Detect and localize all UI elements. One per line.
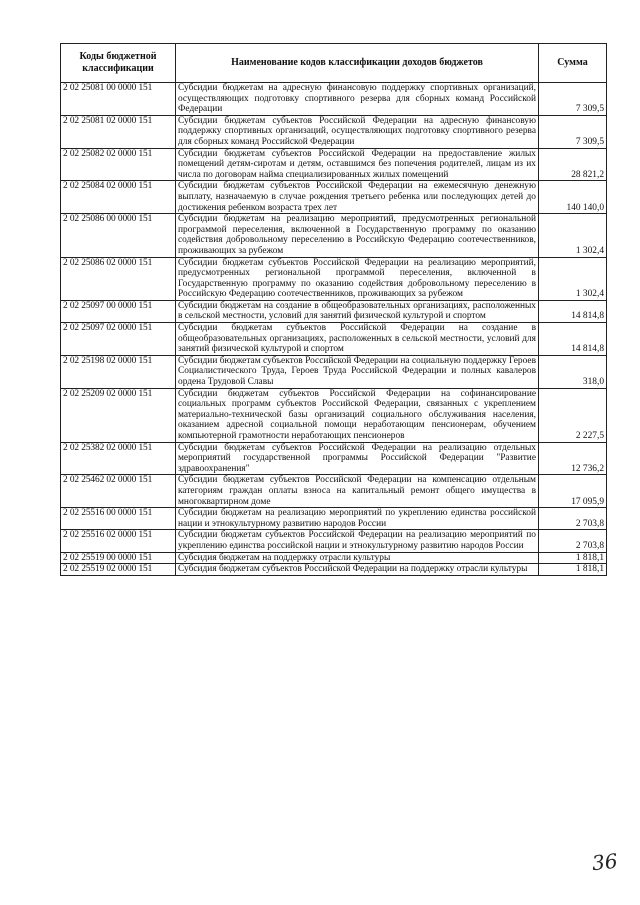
header-sum: Сумма xyxy=(539,44,607,83)
row-code: 2 02 25084 02 0000 151 xyxy=(61,181,176,214)
row-name: Субсидия бюджетам субъектов Российской Федерации на поддержку отрасли культуры xyxy=(176,564,539,576)
table-row xyxy=(61,355,607,388)
row-name: Субсидии бюджетам субъектов Российской Федерации на реализацию мероприятий, предусмотренных региональной программой переселения, включенной в Государственную программу по оказанию содействия добровольному переселению в Российскую Федерацию соотечественников, проживающих за рубежом xyxy=(176,257,539,300)
table-row xyxy=(61,323,607,356)
row-name: Субсидия бюджетам на поддержку отрасли культуры xyxy=(176,552,539,564)
row-code: 2 02 25086 02 0000 151 xyxy=(61,257,176,300)
table-row xyxy=(61,300,607,322)
table-row xyxy=(61,257,607,300)
row-code: 2 02 25081 00 0000 151 xyxy=(61,83,176,116)
table-row xyxy=(61,564,607,576)
header-name: Наименование кодов классификации доходов бюджетов xyxy=(176,44,539,83)
row-sum: 2 703,8 xyxy=(539,530,607,552)
header-code: Коды бюджетной классификации xyxy=(61,44,176,83)
table-row xyxy=(61,388,607,442)
row-code: 2 02 25516 02 0000 151 xyxy=(61,530,176,552)
row-name: Субсидии бюджетам на реализацию мероприятий по укреплению единства российской нации и этнокультурному развитию народов России xyxy=(176,508,539,530)
table-row xyxy=(61,508,607,530)
table-row xyxy=(61,181,607,214)
page-number: 36 xyxy=(590,848,619,876)
row-name: Субсидии бюджетам на создание в общеобразовательных организациях, расположенных в сельской местности, условий для занятий физической культурой и спортом xyxy=(176,300,539,322)
row-code: 2 02 25082 02 0000 151 xyxy=(61,148,176,181)
row-code: 2 02 25516 00 0000 151 xyxy=(61,508,176,530)
row-name: Субсидии бюджетам субъектов Российской Федерации на софинансирование социальных программ субъектов Российской Федерации, связанных с укреплением материально-технической базы организаций социального обслуживания населения, оказанием адресной социальной помощи неработающим пенсионерам, обучением компьютерной грамотности неработающих пенсионеров xyxy=(176,388,539,442)
row-sum: 7 309,5 xyxy=(539,115,607,148)
row-name: Субсидии бюджетам субъектов Российской Федерации на компенсацию отдельным категориям граждан оплаты взноса на капитальный ремонт общего имущества в многоквартирном доме xyxy=(176,475,539,508)
row-sum: 2 227,5 xyxy=(539,388,607,442)
row-code: 2 02 25198 02 0000 151 xyxy=(61,355,176,388)
row-sum: 1 818,1 xyxy=(539,552,607,564)
row-sum: 1 302,4 xyxy=(539,257,607,300)
table-row xyxy=(61,552,607,564)
row-code: 2 02 25462 02 0000 151 xyxy=(61,475,176,508)
row-code: 2 02 25519 02 0000 151 xyxy=(61,564,176,576)
row-sum: 17 095,9 xyxy=(539,475,607,508)
row-name: Субсидии бюджетам субъектов Российской Федерации на реализацию отдельных мероприятий государственной программы Российской Федерации "Развитие здравоохранения" xyxy=(176,442,539,475)
row-code: 2 02 25519 00 0000 151 xyxy=(61,552,176,564)
row-code: 2 02 25081 02 0000 151 xyxy=(61,115,176,148)
table-row xyxy=(61,442,607,475)
row-code: 2 02 25209 02 0000 151 xyxy=(61,388,176,442)
row-sum: 14 814,8 xyxy=(539,323,607,356)
row-sum: 7 309,5 xyxy=(539,83,607,116)
row-name: Субсидии бюджетам субъектов Российской Федерации на адресную финансовую поддержку спортивных организаций, осуществляющих подготовку спортивного резерва для сборных команд Российской Федерации xyxy=(176,115,539,148)
row-name: Субсидии бюджетам субъектов Российской Федерации на реализацию мероприятий по укреплению единства российской нации и этнокультурному развитию народов России xyxy=(176,530,539,552)
row-name: Субсидии бюджетам субъектов Российской Федерации на социальную поддержку Героев Социалистического Труда, Героев Труда Российской Федерации и полных кавалеров ордена Трудовой Славы xyxy=(176,355,539,388)
row-name: Субсидии бюджетам на адресную финансовую поддержку спортивных организаций, осуществляющих подготовку спортивного резерва для сборных команд Российской Федерации xyxy=(176,83,539,116)
row-name: Субсидии бюджетам субъектов Российской Федерации на создание в общеобразовательных организациях, расположенных в сельской местности, условий для занятий физической культурой и спортом xyxy=(176,323,539,356)
row-sum: 2 703,8 xyxy=(539,508,607,530)
table-row xyxy=(61,148,607,181)
row-name: Субсидии бюджетам субъектов Российской Федерации на ежемесячную денежную выплату, назначаемую в случае рождения третьего ребенка или последующих детей до достижения ребенком возраста трех лет xyxy=(176,181,539,214)
table-row xyxy=(61,83,607,116)
table-row xyxy=(61,115,607,148)
row-code: 2 02 25097 02 0000 151 xyxy=(61,323,176,356)
row-code: 2 02 25086 00 0000 151 xyxy=(61,214,176,257)
table-header-row xyxy=(61,44,607,83)
budget-income-table xyxy=(60,43,607,576)
table-row xyxy=(61,530,607,552)
row-name: Субсидии бюджетам субъектов Российской Федерации на предоставление жилых помещений детям-сиротам и детям, оставшимся без попечения родителей, лицам из их числа по договорам найма специализированных жилых помещений xyxy=(176,148,539,181)
row-code: 2 02 25097 00 0000 151 xyxy=(61,300,176,322)
row-sum: 318,0 xyxy=(539,355,607,388)
row-sum: 1 302,4 xyxy=(539,214,607,257)
row-sum: 1 818,1 xyxy=(539,564,607,576)
table-row xyxy=(61,475,607,508)
table-row xyxy=(61,214,607,257)
row-name: Субсидии бюджетам на реализацию мероприятий, предусмотренных региональной программой переселения, включенной в Государственную программу по оказанию содействия добровольному переселению в Российскую Федерацию соотечественников, проживающих за рубежом xyxy=(176,214,539,257)
row-code: 2 02 25382 02 0000 151 xyxy=(61,442,176,475)
row-sum: 12 736,2 xyxy=(539,442,607,475)
row-sum: 140 140,0 xyxy=(539,181,607,214)
table-body xyxy=(61,83,607,576)
row-sum: 28 821,2 xyxy=(539,148,607,181)
row-sum: 14 814,8 xyxy=(539,300,607,322)
